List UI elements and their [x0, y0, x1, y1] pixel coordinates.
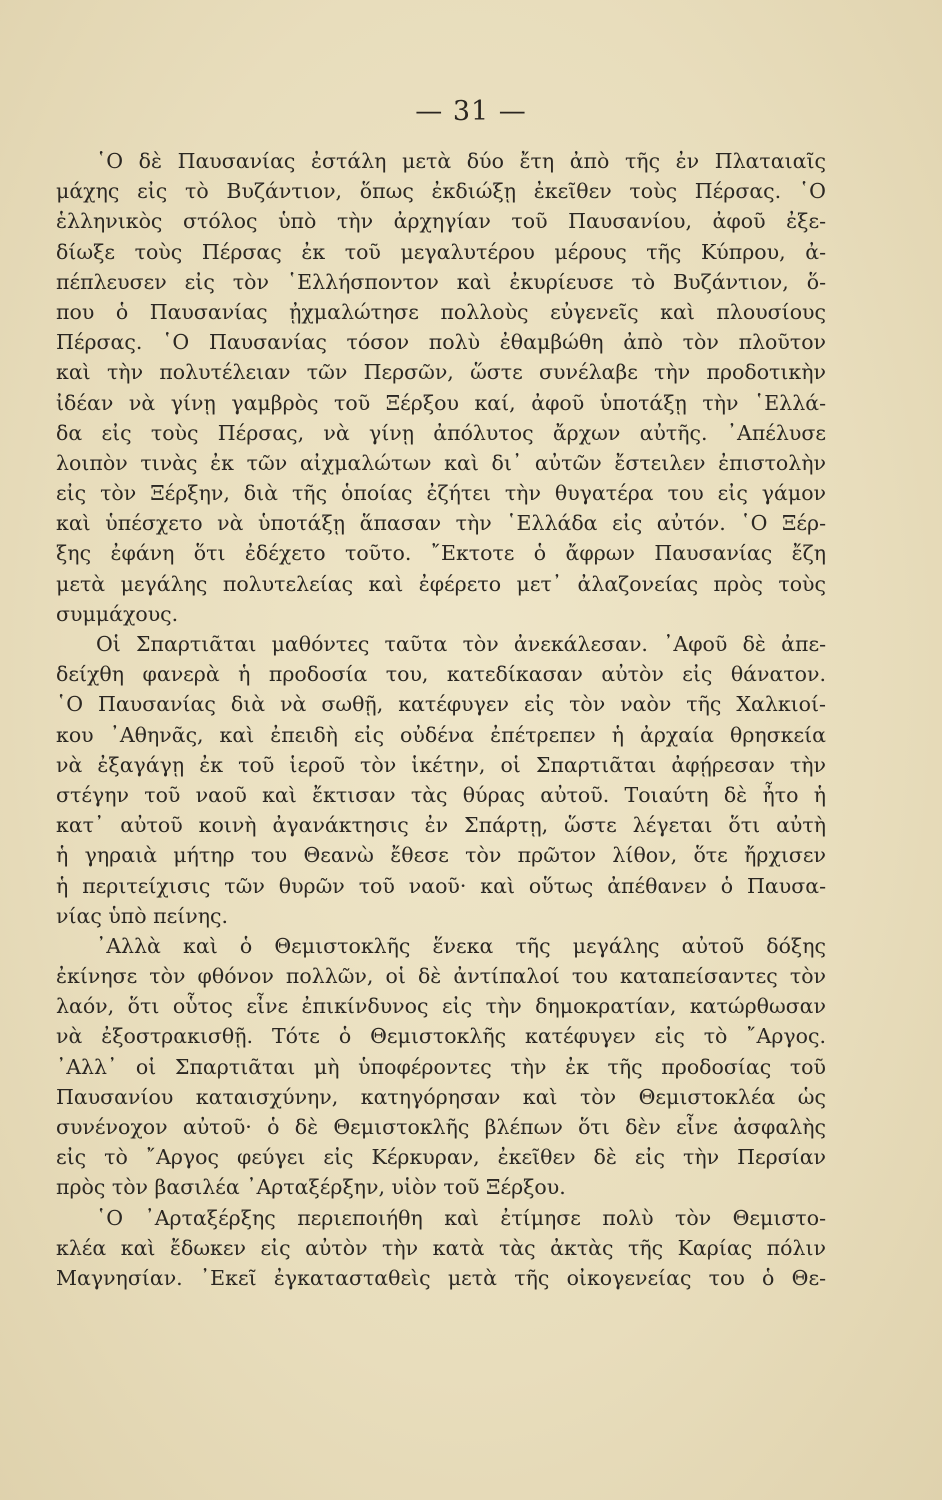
text-line: δίωξε τοὺς Πέρσας ἐκ τοῦ μεγαλυτέρου μέρους τῆς Κύπρου, ἀ-: [56, 239, 826, 264]
text-line: ἡ περιτείχισις τῶν θυρῶν τοῦ ναοῦ· καὶ οὕτως ἀπέθανεν ὁ Παυσα-: [56, 873, 826, 898]
text-line: συμμάχους.: [56, 601, 179, 626]
text-line: νίας ὑπὸ πείνης.: [56, 903, 229, 928]
text-line: Μαγνησίαν. ᾿Εκεῖ ἐγκατασταθεὶς μετὰ τῆς οἰκογενείας του ὁ Θε-: [56, 1265, 826, 1290]
text-line: λοιπὸν τινὰς ἐκ τῶν αἰχμαλώτων καὶ δι᾿ αὐτῶν ἔστειλεν ἐπιστολὴν: [56, 450, 826, 475]
text-line: ᾿Αλλ᾿ οἱ Σπαρτιᾶται μὴ ὑποφέροντες τὴν ἐκ τῆς προδοσίας τοῦ: [56, 1054, 826, 1079]
text-line: καὶ τὴν πολυτέλειαν τῶν Περσῶν, ὥστε συνέλαβε τὴν προδοτικὴν: [56, 360, 826, 385]
text-line: μάχης εἰς τὸ Βυζάντιον, ὅπως ἐκδιώξῃ ἐκεῖθεν τοὺς Πέρσας. ῾Ο: [56, 179, 826, 204]
text-line: πέπλευσεν εἰς τὸν ῾Ελλήσποντον καὶ ἐκυρίευσε τὸ Βυζάντιον, ὅ-: [56, 269, 826, 294]
text-line: Παυσανίου καταισχύνην, κατηγόρησαν καὶ τὸν Θεμιστοκλέα ὡς: [56, 1084, 826, 1109]
text-line: καὶ ὑπέσχετο νὰ ὑποτάξῃ ἅπασαν τὴν ῾Ελλάδα εἰς αὐτόν. ῾Ο Ξέρ-: [56, 511, 826, 536]
text-line: ῾Ο Παυσανίας διὰ νὰ σωθῇ, κατέφυγεν εἰς τὸν ναὸν τῆς Χαλκιοί-: [56, 692, 826, 717]
text-line: Πέρσας. ῾Ο Παυσανίας τόσον πολὺ ἐθαμβώθη ἀπὸ τὸν πλοῦτον: [56, 330, 826, 355]
text-line: συνένοχον αὐτοῦ· ὁ δὲ Θεμιστοκλῆς βλέπων ὅτι δὲν εἶνε ἀσφαλὴς: [56, 1115, 826, 1139]
text-line: νὰ ἐξαγάγῃ ἐκ τοῦ ἱεροῦ τὸν ἱκέτην, οἱ Σπαρτιᾶται ἀφῄρεσαν τὴν: [56, 752, 826, 777]
text-line: ῾Ο δὲ Παυσανίας ἐστάλη μετὰ δύο ἔτη ἀπὸ τῆς ἐν Πλαταιαῖς: [96, 149, 826, 173]
text-line: ἰδέαν νὰ γίνῃ γαμβρὸς τοῦ Ξέρξου καί, ἀφοῦ ὑποτάξῃ τὴν ῾Ελλά-: [56, 390, 826, 415]
text-line: δα εἰς τοὺς Πέρσας, νὰ γίνῃ ἀπόλυτος ἄρχων αὐτῆς. ᾿Απέλυσε: [56, 420, 826, 445]
text-line: πρὸς τὸν βασιλέα ᾿Αρταξέρξην, υἱὸν τοῦ Ξέρξου.: [56, 1175, 566, 1200]
text-line: ἐκίνησε τὸν φθόνον πολλῶν, οἱ δὲ ἀντίπαλοί του καταπείσαντες τὸν: [56, 964, 826, 989]
text-line: ἡ γηραιὰ μήτηρ του Θεανὼ ἔθεσε τὸν πρῶτον λίθον, ὅτε ἤρχισεν: [56, 843, 826, 868]
text-line: που ὁ Παυσανίας ᾐχμαλώτησε πολλοὺς εὐγενεῖς καὶ πλουσίους: [56, 299, 826, 324]
text-line: Οἱ Σπαρτιᾶται μαθόντες ταῦτα τὸν ἀνεκάλεσαν. ᾿Αφοῦ δὲ ἀπε-: [96, 632, 826, 656]
page-number: — 31 —: [415, 96, 527, 127]
text-line: κατ᾿ αὐτοῦ κοινὴ ἀγανάκτησις ἐν Σπάρτῃ, ὥστε λέγεται ὅτι αὐτὴ: [56, 813, 826, 838]
text-line: μετὰ μεγάλης πολυτελείας καὶ ἐφέρετο μετ᾿ ἀλαζονείας πρὸς τοὺς: [56, 571, 826, 596]
text-line: κου ᾿Αθηνᾶς, καὶ ἐπειδὴ εἰς οὐδένα ἐπέτρεπεν ἡ ἀρχαία θρησκεία: [56, 722, 826, 747]
text-line: νὰ ἐξοστρακισθῇ. Τότε ὁ Θεμιστοκλῆς κατέφυγεν εἰς τὸ ῎Αργος.: [56, 1024, 826, 1049]
body-text: [56, 146, 826, 1293]
text-line: ῾Ο ᾿Αρταξέρξης περιεποιήθη καὶ ἐτίμησε πολὺ τὸν Θεμιστο-: [96, 1205, 826, 1230]
text-line: στέγην τοῦ ναοῦ καὶ ἔκτισαν τὰς θύρας αὐτοῦ. Τοιαύτη δὲ ἦτο ἡ: [56, 782, 826, 807]
text-line: ᾿Αλλὰ καὶ ὁ Θεμιστοκλῆς ἕνεκα τῆς μεγάλης αὐτοῦ δόξης: [96, 933, 826, 958]
text-line: εἰς τὸ ῎Αργος φεύγει εἰς Κέρκυραν, ἐκεῖθεν δὲ εἰς τὴν Περσίαν: [56, 1145, 826, 1170]
text-line: κλέα καὶ ἔδωκεν εἰς αὐτὸν τὴν κατὰ τὰς ἀκτὰς τῆς Καρίας πόλιν: [56, 1235, 826, 1260]
text-line: ἑλληνικὸς στόλος ὑπὸ τὴν ἀρχηγίαν τοῦ Παυσανίου, ἀφοῦ ἐξε-: [56, 209, 826, 234]
text-line: δείχθη φανερὰ ἡ προδοσία του, κατεδίκασαν αὐτὸν εἰς θάνατον.: [56, 662, 826, 687]
text-line: εἰς τὸν Ξέρξην, διὰ τῆς ὁποίας ἐζήτει τὴν θυγατέρα του εἰς γάμον: [56, 481, 826, 506]
text-line: ξης ἐφάνη ὅτι ἐδέχετο τοῦτο. ῎Εκτοτε ὁ ἄφρων Παυσανίας ἔζη: [56, 541, 826, 566]
text-line: λαόν, ὅτι οὗτος εἶνε ἐπικίνδυνος εἰς τὴν δημοκρατίαν, κατώρθωσαν: [56, 994, 826, 1019]
